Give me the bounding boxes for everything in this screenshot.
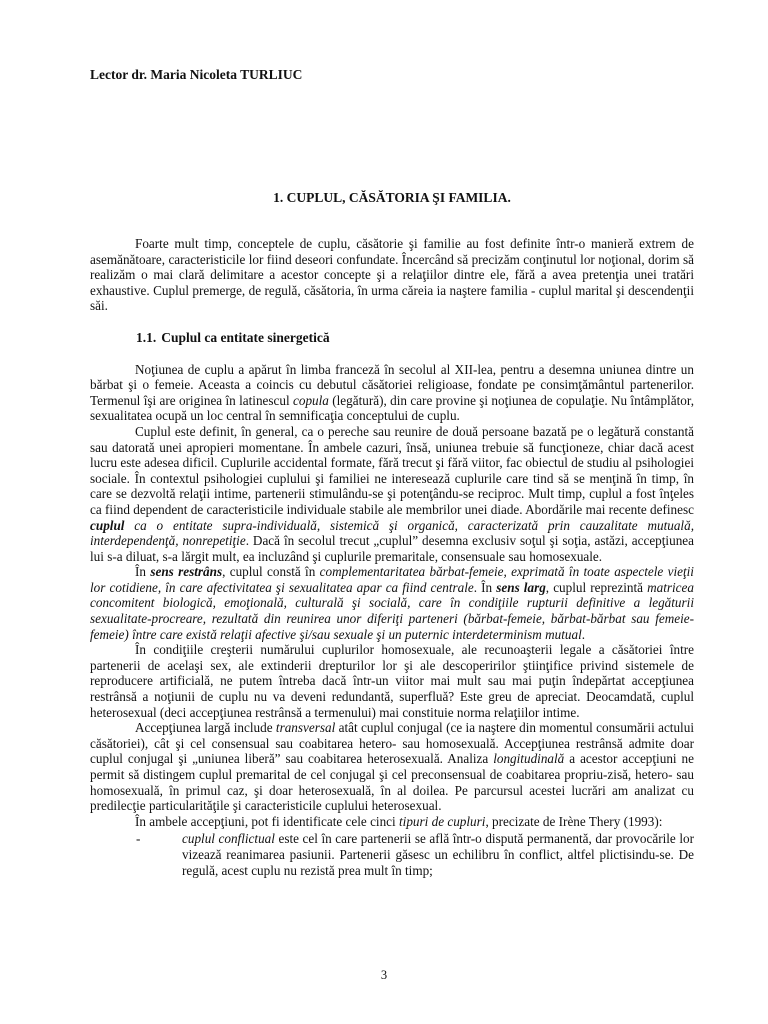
page-number: 3 xyxy=(380,968,388,982)
text-run: . xyxy=(581,626,586,642)
paragraph-definition xyxy=(90,424,694,564)
definition-italic: matricea concomitent biologică, emoţională, culturală şi socială, care în condiţiile rupturii definitive a legăturii sexualitate-procreare, rezultată din reunirea unor diferiţi parteneri (bărbat-femeie, bărbat-bărbat sau femeie-femeie) între care există relaţii afective şi/sau sexuale şi un puternic interdeterminism mutual xyxy=(90,579,694,642)
definition-italic: ca o entitate supra-individuală, sistemică şi organică, caracterizată prin cauzalitate mutuală, interdependenţă, nonrepetiţie xyxy=(90,517,694,549)
text-run: În xyxy=(135,564,151,580)
text-run: În ambele accepţiuni, pot fi identificate cele cinci xyxy=(135,813,399,829)
text-run: , precizate de Irène Thery (1993): xyxy=(485,813,663,829)
text-run: Noţiunea de cuplu a apărut în limba franceză în secolul al XII-lea, pentru a desemna uniunea dintre un bărbat şi o femeie. Aceasta a coincis cu debutul căsătoriei religioase, fondate pe consimţământul partenerilor. Termenul îşi are originea în latinescul xyxy=(90,361,694,408)
list-dash: - xyxy=(136,831,141,847)
paragraph-senses xyxy=(90,564,694,642)
definition-italic: complementaritatea bărbat-femeie, exprimată în toate aspectele vieţii lor cotidiene, în care afectivitatea şi sexualitatea apar ca fiind centrale xyxy=(90,564,694,595)
intro-paragraph: Foarte mult timp, conceptele de cuplu, căsătorie şi familie au fost definite într-o manieră extrem de asemănătoare, caracteristicile lor fiind deseori confundate. Încercând să precizăm conţinutul lor noţional, dorim să realizăm o mai clară delimitare a acestor concepte şi a relaţiilor dintre ele, fără a avea pretenţia unei tratări exhaustive. Cuplul premerge, de regulă, căsătoria, în urma căreia ia naştere familia - cuplul marital şi descendenţii săi. xyxy=(90,236,694,314)
section-heading xyxy=(136,330,694,346)
text-run: , cuplul reprezintă xyxy=(545,579,648,595)
text-run: (legătură), din care provine şi noţiunea de copulaţie. Nu întâmplător, sexualitatea ocupă un loc central în semnificaţia conceptului de cuplu. xyxy=(90,392,694,424)
list-item xyxy=(90,831,694,878)
section-title: Cuplul ca entitate sinergetică xyxy=(161,329,330,345)
term-transversal: transversal xyxy=(275,720,336,736)
term-sens-larg: sens larg xyxy=(496,579,546,595)
paragraph-homosexual-couples: În condiţiile creşterii numărului cuplurilor homosexuale, ale recunoaşterii legale a căsătoriei între partenerii de acelaşi sex, ale extinderii drepturilor lor şi ale descoperirilor ştiinţifice privind sistemele de reproducere artificială, ne putem întreba dacă într-un viitor mai mult sau mai puţin îndepărtat accepţiunea restrânsă a noţiunii de cuplu nu va deveni redundantă, superfluă? Este greu de apreciat. Deocamdată, cuplul heterosexual (deci accepţiunea restrânsă a termenului) mai constituie norma relaţiilor intime. xyxy=(90,642,694,720)
term-tipuri-de-cupluri: tipuri de cupluri xyxy=(399,813,486,829)
document-body xyxy=(90,236,694,878)
term-cuplul: cuplul xyxy=(90,517,125,533)
section-number: 1.1. xyxy=(136,329,157,345)
list-item-text xyxy=(182,831,694,878)
paragraph-couple-types xyxy=(90,814,694,830)
text-run: este cel în care partenerii se află într-o dispută permanentă, dar provocările lor vizează reanimarea pasiunii. Partenerii găsesc un echilibru în conflict, altfel plictisindu-se. De regulă, acest cuplu nu rezistă prea mult în timp; xyxy=(182,831,694,878)
paragraph-origin xyxy=(90,362,694,424)
text-run: , cuplul constă în xyxy=(222,564,320,580)
chapter-title: 1. CUPLUL, CĂSĂTORIA ŞI FAMILIA. xyxy=(273,190,511,205)
text-run: . În xyxy=(473,579,497,595)
text-run: Accepţiunea largă include xyxy=(135,720,276,736)
text-run: Cuplul este definit, în general, ca o pereche sau reunire de două persoane bazată pe o legătură constantă sau datorată unei apropieri momentane. În ambele cazuri, însă, uniunea trebuie să funcţioneze, chiar dacă acest lucru este adesea dificil. Cuplurile accidental formate, fără trecut şi fără viitor, fac obiectul de studiu al psihologiei sociale. În contextul psihologiei cuplului şi familiei ne interesează cuplurile care tind să se menţină în timp, în care se dezvoltă relaţii intime, partenerii stimulându-se şi potenţându-se reciproc. Mult timp, cuplul a fost înţeles ca fiind dependent de caracteristicile individuale stabile ale membrilor unei diade. Abordările mai recente definesc xyxy=(90,423,694,517)
page-header: Lector dr. Maria Nicoleta TURLIUC xyxy=(90,67,303,82)
term-sens-restrans: sens restrâns xyxy=(150,564,223,580)
term-cuplul-conflictual: cuplul conflictual xyxy=(182,831,275,847)
text-run: atât cuplul conjugal (ce ia naştere din momentul consumării actului căsătoriei), cât şi cel consensual sau coabitarea hetero- sau homosexuală. Accepţiunea restrânsă admite doar cuplul conjugal şi „uniunea liberă” sau coabitarea heterosexuală. Analiza xyxy=(90,720,694,767)
term-copula: copula xyxy=(293,392,329,408)
text-run: a acestor accepţiuni ne permit să distingem cuplul premarital de cel conjugal şi cel preconsensual de coabitarea propriu-zisă, hetero- sau homosexuală, în primul caz, şi doar heterosexuală, în al doilea. Pe parcursul acestei lucrări am analizat cu predilecţie particularităţile şi caracteristicile cuplului heterosexual. xyxy=(90,751,694,814)
term-longitudinala: longitudinală xyxy=(493,751,565,767)
text-run: . Dacă în secolul trecut „cuplul” desemna exclusiv soţul şi soţia, astăzi, accepţiunea lui s-a diluat, s-a lărgit mult, ea incluzând şi cuplurile premaritale, consensuale sau homosexuale. xyxy=(90,533,694,564)
paragraph-broad-acceptance xyxy=(90,720,694,814)
